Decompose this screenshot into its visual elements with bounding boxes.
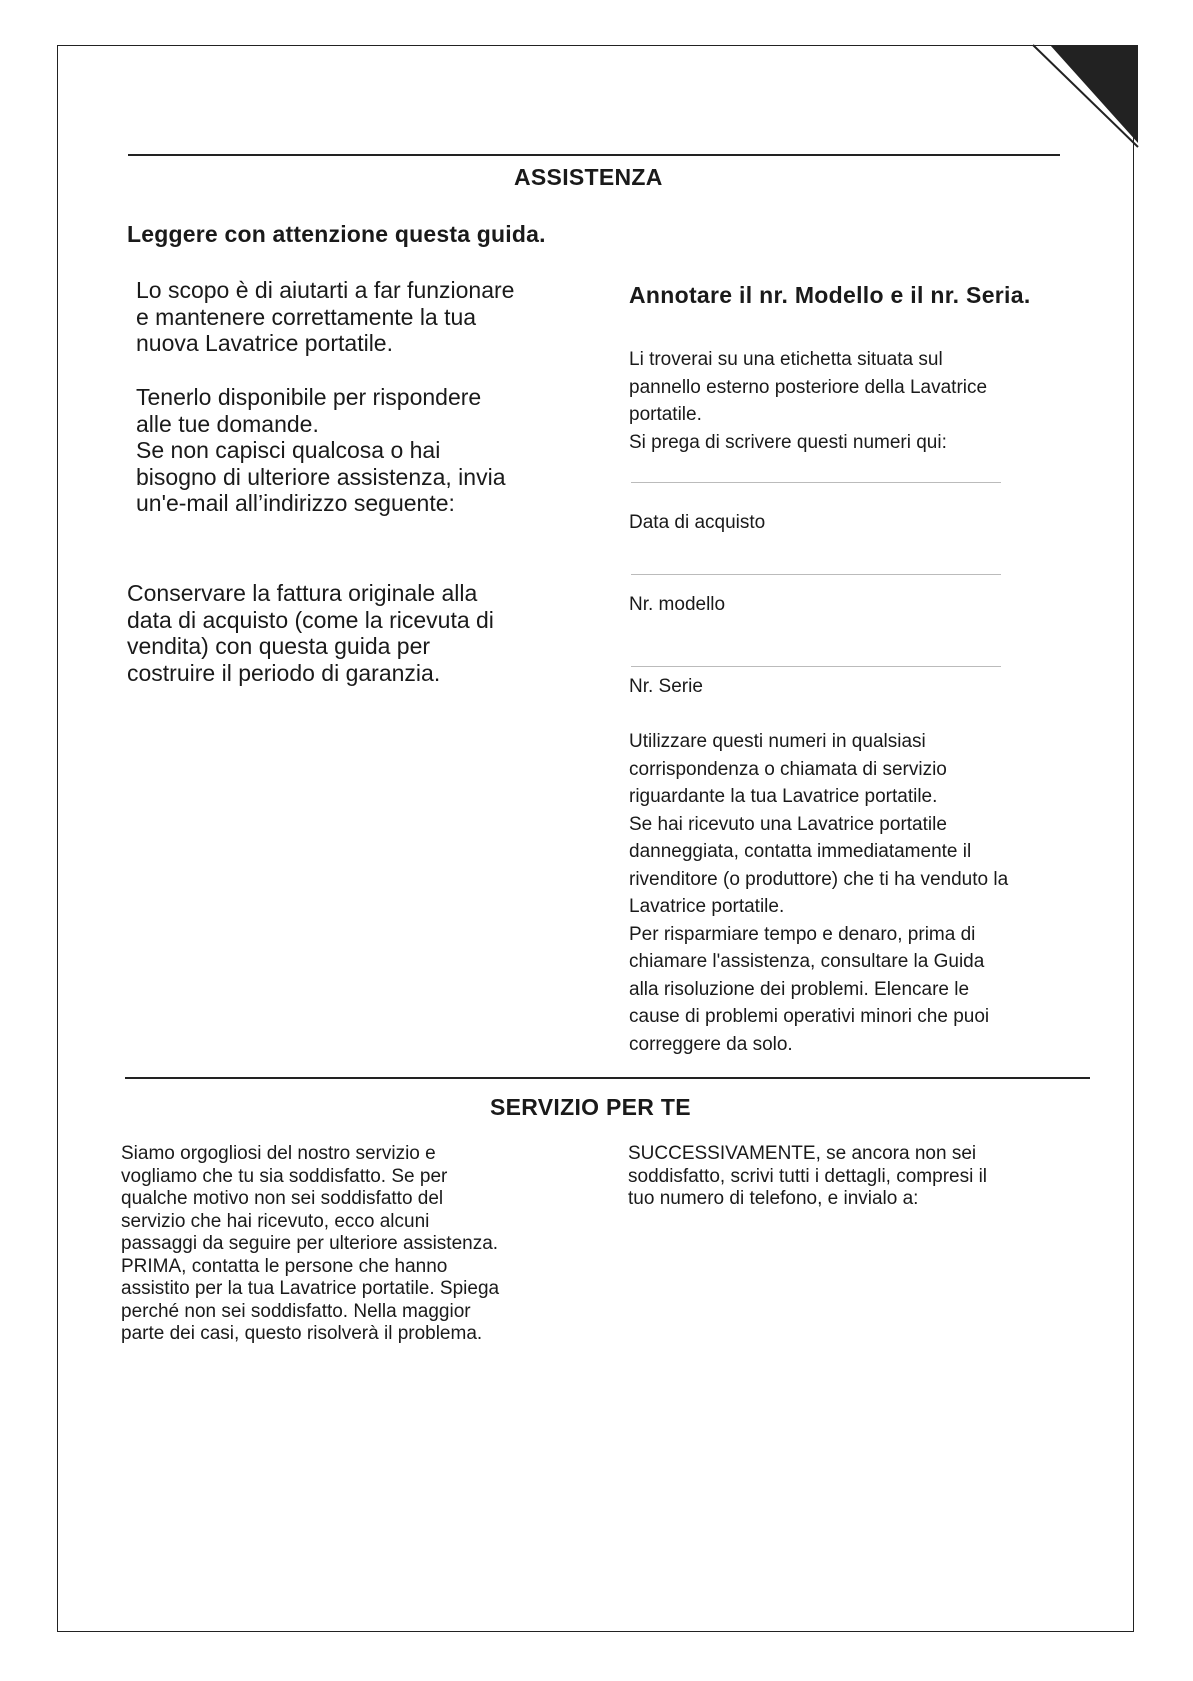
text-line: corrispondenza o chiamata di servizio bbox=[629, 758, 947, 780]
label-location-paragraph bbox=[629, 346, 987, 456]
section-rule bbox=[125, 1077, 1090, 1079]
text-line: chiamare l'assistenza, consultare la Guida bbox=[629, 951, 985, 972]
invoice-paragraph bbox=[127, 580, 494, 686]
text-line: qualche motivo non sei soddisfatto del bbox=[121, 1188, 444, 1209]
text-line: assistito per la tua Lavatrice portatile. Spiega bbox=[121, 1278, 500, 1299]
text-line: vogliamo che tu sia soddisfatto. Se per bbox=[121, 1165, 448, 1187]
purchase-date-label: Data di acquisto bbox=[629, 512, 766, 533]
text-line: Se non capisci qualcosa o hai bbox=[136, 437, 441, 463]
text-line: alla risoluzione dei problemi. Elencare le bbox=[629, 978, 970, 1000]
text-line: perché non sei soddisfatto. Nella maggior bbox=[121, 1300, 471, 1322]
serial-number-label: Nr. Serie bbox=[629, 676, 703, 697]
page-corner-fold bbox=[1030, 43, 1140, 148]
text-line: Per risparmiare tempo e denaro, prima di bbox=[629, 923, 976, 945]
usage-paragraph bbox=[629, 728, 1008, 1058]
text-line: PRIMA, contatta le persone che hanno bbox=[121, 1255, 448, 1277]
text-line: Si prega di scrivere questi numeri qui: bbox=[629, 431, 947, 453]
text-line: pannello esterno posteriore della Lavatrice bbox=[629, 376, 988, 398]
write-line-serial bbox=[631, 666, 1001, 667]
text-line: vendita) con questa guida per bbox=[127, 633, 431, 659]
text-line: alle tue domande. bbox=[136, 410, 319, 437]
text-line: riguardante la tua Lavatrice portatile. bbox=[629, 786, 938, 807]
text-line: Li troverai su una etichetta situata sul bbox=[629, 349, 943, 370]
text-line: Utilizzare questi numeri in qualsiasi bbox=[629, 731, 926, 752]
text-line: nuova Lavatrice portatile. bbox=[136, 330, 393, 356]
text-line: tuo numero di telefono, e invialo a: bbox=[628, 1188, 919, 1209]
service-right-paragraph bbox=[628, 1143, 987, 1211]
assistance-title: ASSISTENZA bbox=[514, 164, 663, 190]
top-rule bbox=[128, 154, 1060, 156]
text-line: parte dei casi, questo risolverà il problema. bbox=[121, 1323, 483, 1344]
text-line: portatile. bbox=[629, 404, 702, 425]
text-line: servizio che hai ricevuto, ecco alcuni bbox=[121, 1210, 430, 1232]
text-line: Lavatrice portatile. bbox=[629, 896, 785, 917]
text-line: passaggi da seguire per ulteriore assistenza. bbox=[121, 1233, 499, 1254]
text-line: danneggiata, contatta immediatamente il bbox=[629, 841, 972, 862]
model-number-label: Nr. modello bbox=[629, 594, 726, 615]
service-title: SERVIZIO PER TE bbox=[490, 1094, 691, 1120]
record-heading: Annotare il nr. Modello e il nr. Seria. bbox=[629, 282, 1031, 308]
text-line: rivenditore (o produttore) che ti ha venduto la bbox=[629, 868, 1009, 890]
keep-paragraph bbox=[136, 384, 505, 517]
text-line: Siamo orgogliosi del nostro servizio e bbox=[121, 1143, 436, 1164]
text-line: un'e-mail all’indirizzo seguente: bbox=[136, 490, 455, 516]
text-line: Conservare la fattura originale alla bbox=[127, 580, 478, 606]
purpose-paragraph bbox=[136, 277, 514, 357]
text-line: cause di problemi operativi minori che puoi bbox=[629, 1006, 990, 1027]
intro-heading: Leggere con attenzione questa guida. bbox=[127, 221, 546, 247]
text-line: costruire il periodo di garanzia. bbox=[127, 659, 441, 686]
text-line: Se hai ricevuto una Lavatrice portatile bbox=[629, 813, 947, 835]
text-line: e mantenere correttamente la tua bbox=[136, 303, 477, 330]
text-line: SUCCESSIVAMENTE, se ancora non sei bbox=[628, 1143, 977, 1164]
text-line: correggere da solo. bbox=[629, 1033, 793, 1055]
text-line: data di acquisto (come la ricevuta di bbox=[127, 606, 494, 633]
text-line: soddisfatto, scrivi tutti i dettagli, compresi il bbox=[628, 1165, 988, 1187]
text-line: bisogno di ulteriore assistenza, invia bbox=[136, 463, 506, 490]
service-left-paragraph bbox=[121, 1143, 499, 1346]
text-line: Lo scopo è di aiutarti a far funzionare bbox=[136, 277, 515, 303]
write-line-model bbox=[631, 574, 1001, 575]
text-line: Tenerlo disponibile per rispondere bbox=[136, 384, 482, 410]
write-line-purchase-date bbox=[631, 482, 1001, 483]
